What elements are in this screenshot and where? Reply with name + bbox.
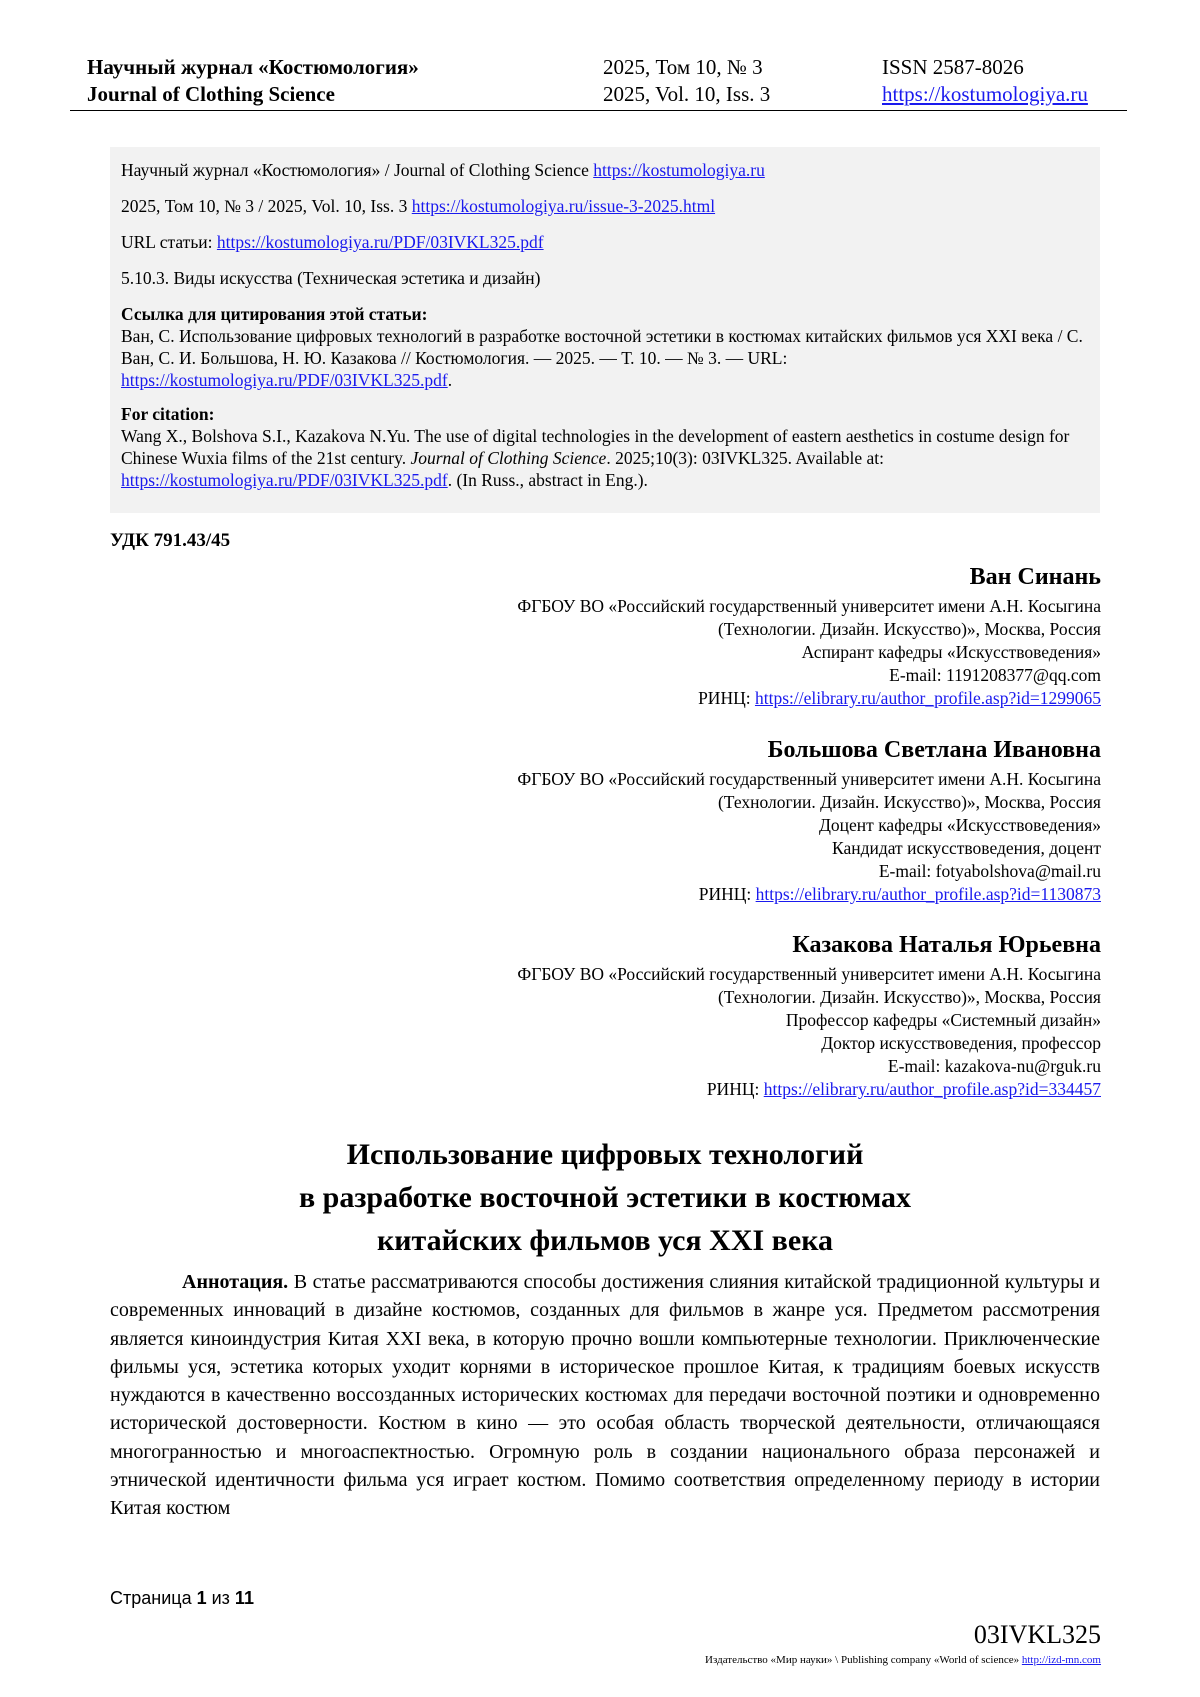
citebox-url-label: URL статьи: (121, 232, 217, 252)
title-line-1: Использование цифровых технологий (346, 1138, 864, 1171)
citebox-issue-line (121, 195, 1090, 217)
author-affiliation-line: (Технологии. Дизайн. Искусство)», Москва, Россия (717, 792, 1101, 812)
author-position: Профессор кафедры «Системный дизайн» (785, 1010, 1101, 1030)
author-rinc-link[interactable]: https://elibrary.ru/author_profile.asp?id=1130873 (755, 884, 1101, 904)
issue-ru: 2025, Том 10, № 3 (603, 55, 763, 79)
author-affiliation-line: ФГБОУ ВО «Российский государственный университет имени А.Н. Косыгина (517, 964, 1101, 984)
article-title (110, 1133, 1100, 1262)
journal-name-en: Journal of Clothing Science (87, 82, 335, 106)
citebox-journal-link[interactable]: https://kostumologiya.ru (593, 160, 765, 180)
author-degree: Кандидат искусствоведения, доцент (832, 838, 1101, 858)
issn: ISSN 2587-8026 (882, 55, 1024, 79)
page-number (110, 1588, 254, 1609)
journal-name-ru: Научный журнал «Костюмология» (87, 55, 419, 79)
citebox-article-link[interactable]: https://kostumologiya.ru/PDF/03IVKL325.pdf (216, 232, 544, 252)
author-name: Ван Синань (969, 564, 1101, 590)
author-rinc (517, 883, 1101, 906)
citation-en-heading: For citation: (121, 404, 215, 424)
publisher-line (705, 1654, 1101, 1666)
author-affiliation-line: (Технологии. Дизайн. Искусство)», Москва, Россия (717, 987, 1101, 1007)
author-name: Казакова Наталья Юрьевна (792, 932, 1101, 958)
citation-en (121, 403, 1090, 491)
rinc-label: РИНЦ: (698, 884, 756, 904)
header-issue (603, 54, 770, 108)
citebox-journal-text: Научный журнал «Костюмология» / Journal of Clothing Science (121, 160, 594, 180)
citation-en-text2: . 2025;10(3): 03IVKL325. Available at: (606, 448, 885, 468)
abstract-label: Аннотация. (182, 1271, 289, 1293)
abstract-text: В статье рассматриваются способы достижения слияния китайской традиционной культуры и современных инноваций в дизайне костюмов, созданных для фильмов в жанре уся. Предметом рассмотрения является киноиндустрия Китая XXI века, в которую прочно вошли компьютерные технологии. Приключенческие фильмы уся, эстетика которых уходит корнями в историческое прошлое Китая, к традициям боевых искусств нуждаются в качественно воссозданных исторических костюмах для передачи восточной поэтики и одновременно исторической достоверности. Костюм в кино — это особая область творческой деятельности, отличающаяся многогранностью и многоаспектностью. Огромную роль в создании национального образа персонажей и этнической идентичности фильма уся играет костюм. Помимо соответствия определенному периоду в истории Китая костюм (110, 1271, 1100, 1520)
author-email: E-mail: 1191208377@qq.com (889, 665, 1101, 685)
citebox-issue-text: 2025, Том 10, № 3 / 2025, Vol. 10, Iss. 3 (121, 196, 412, 216)
issue-en: 2025, Vol. 10, Iss. 3 (603, 82, 771, 106)
title-line-2: в разработке восточной эстетики в костюмах (298, 1181, 912, 1214)
author-email: E-mail: kazakova-nu@rguk.ru (887, 1056, 1101, 1076)
citation-ru-heading: Ссылка для цитирования этой статьи: (121, 304, 428, 324)
title-line-3: китайских фильмов уся XXI века (376, 1224, 834, 1257)
author-email: E-mail: fotyabolshova@mail.ru (878, 861, 1101, 881)
author-block-3 (517, 930, 1101, 1101)
abstract (110, 1268, 1100, 1523)
author-position: Доцент кафедры «Искусствоведения» (818, 815, 1101, 835)
author-affiliation-line: ФГБОУ ВО «Российский государственный университет имени А.Н. Косыгина (517, 596, 1101, 616)
author-rinc-link[interactable]: https://elibrary.ru/author_profile.asp?id=334457 (763, 1079, 1101, 1099)
publisher-link[interactable]: http://izd-mn.com (1021, 1654, 1101, 1666)
page-total: 11 (234, 1588, 254, 1608)
citebox-journal-line (121, 159, 1090, 181)
author-affiliation-line: (Технологии. Дизайн. Искусство)», Москва, Россия (717, 619, 1101, 639)
publisher-text: Издательство «Мир науки» \ Publishing company «World of science» (705, 1654, 1022, 1666)
header-issn (882, 54, 1088, 108)
citation-en-text: Wang X., Bolshova S.I., Kazakova N.Yu. The use of digital technologies in the development of eastern aesthetics in costume design for Chinese Wuxia films of the 21st century. (121, 426, 1070, 468)
author-position: Аспирант кафедры «Искусствоведения» (801, 642, 1101, 662)
citation-ru-text: Ван, С. Использование цифровых технологий в разработке восточной эстетики в костюмах китайских фильмов уся XXI века / С. Ван, С. И. Большова, Н. Ю. Казакова // Костюмология. — 2025. — Т. 10. — № 3. — URL: (121, 326, 1083, 368)
author-block-1 (517, 562, 1101, 710)
header-journal-title (87, 54, 419, 108)
citation-en-link[interactable]: https://kostumologiya.ru/PDF/03IVKL325.pdf (121, 470, 448, 490)
author-name: Большова Светлана Ивановна (767, 737, 1101, 763)
author-rinc-link[interactable]: https://elibrary.ru/author_profile.asp?id=1299065 (754, 688, 1101, 708)
citebox-specialty-line: 5.10.3. Виды искусства (Техническая эстетика и дизайн) (121, 268, 541, 288)
header-divider (70, 110, 1127, 111)
citation-en-journal: Journal of Clothing Science (410, 448, 607, 468)
page-current: 1 (196, 1588, 207, 1608)
author-rinc (517, 1078, 1101, 1101)
citebox-issue-link[interactable]: https://kostumologiya.ru/issue-3-2025.html (411, 196, 716, 216)
article-code: 03IVKL325 (973, 1620, 1101, 1649)
page-prefix: Страница (110, 1588, 197, 1608)
running-header (87, 54, 1122, 110)
rinc-label: РИНЦ: (706, 1079, 764, 1099)
udk-code: УДК 791.43/45 (110, 530, 231, 551)
citation-ru (121, 303, 1090, 391)
citation-en-end: . (In Russ., abstract in Eng.). (447, 470, 648, 490)
journal-site-link[interactable]: https://kostumologiya.ru (882, 82, 1088, 106)
author-block-2 (517, 735, 1101, 906)
author-degree: Доктор искусствоведения, профессор (821, 1033, 1101, 1053)
rinc-label: РИНЦ: (698, 688, 755, 708)
citebox-url-line (121, 231, 1090, 253)
author-rinc (517, 687, 1101, 710)
page-middle: из (206, 1588, 235, 1608)
citation-box (110, 147, 1100, 513)
citation-ru-end: . (447, 370, 453, 390)
citation-ru-link[interactable]: https://kostumologiya.ru/PDF/03IVKL325.pdf (121, 370, 448, 390)
author-affiliation-line: ФГБОУ ВО «Российский государственный университет имени А.Н. Косыгина (517, 769, 1101, 789)
